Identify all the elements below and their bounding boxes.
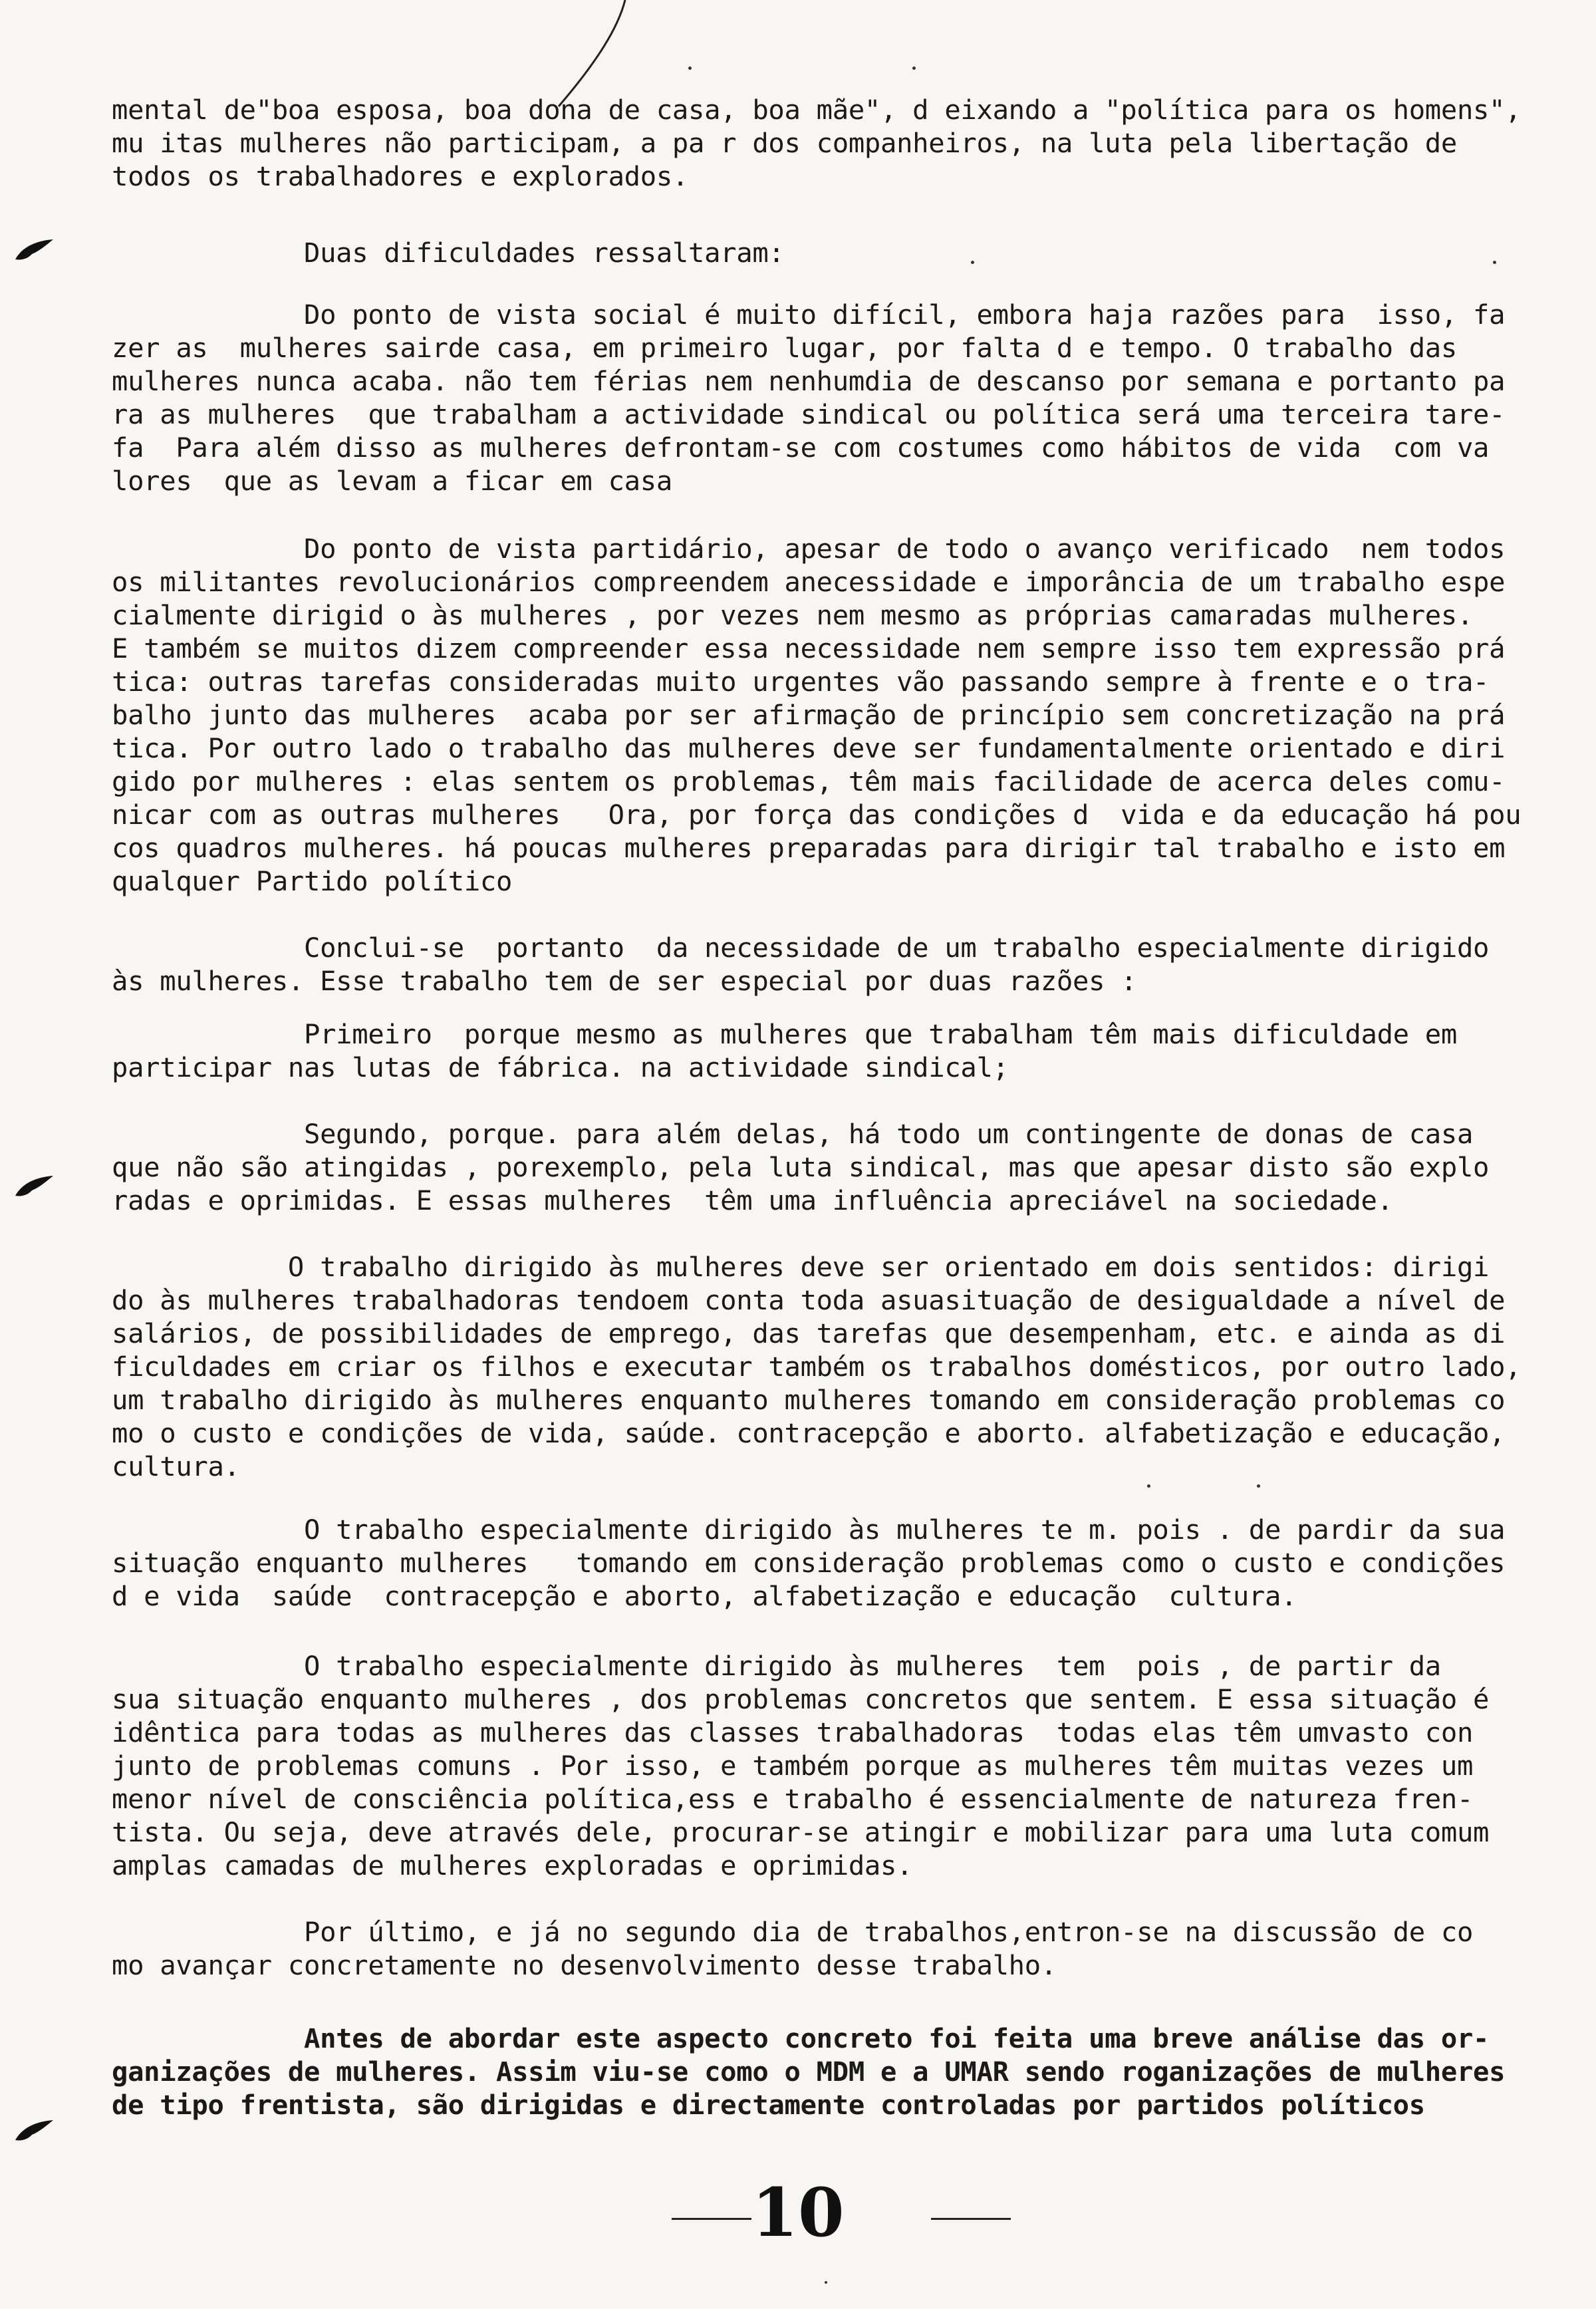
- text-line: salários, de possibilidades de emprego, das tarefas que desempenham, etc. e ainda as di: [112, 1317, 1506, 1349]
- text-line: amplas camadas de mulheres exploradas e oprimidas.: [112, 1849, 913, 1881]
- text-line: situação enquanto mulheres tomando em consideração problemas como o custo e condições: [112, 1547, 1506, 1579]
- text-line: tista. Ou seja, deve através dele, procurar-se atingir e mobilizar para uma luta comum: [112, 1816, 1490, 1848]
- text-line: cos quadros mulheres. há poucas mulheres preparadas para dirigir tal trabalho e isto em: [112, 832, 1506, 864]
- text-line: todos os trabalhadores e explorados.: [112, 160, 688, 192]
- text-line: ficuldades em criar os filhos e executar também os trabalhos domésticos, por outro lado,: [112, 1351, 1522, 1383]
- paragraph-p5: [112, 931, 1575, 998]
- text-line: qualquer Partido político: [112, 865, 513, 897]
- text-line: Do ponto de vista social é muito difícil, embora haja razões para isso, fa: [112, 299, 1506, 331]
- scan-speck: [1147, 1484, 1150, 1488]
- text-line: tica: outras tarefas consideradas muito urgentes vão passando sempre à frente e o tra-: [112, 666, 1490, 698]
- text-line: Do ponto de vista partidário, apesar de todo o avanço verificado nem todos: [112, 533, 1506, 565]
- text-line: um trabalho dirigido às mulheres enquanto mulheres tomando em consideração problemas co: [112, 1384, 1506, 1416]
- text-line: sua situação enquanto mulheres , dos problemas concretos que sentem. E essa situação é: [112, 1683, 1490, 1715]
- text-line: O trabalho especialmente dirigido às mulheres tem pois , de partir da: [112, 1650, 1441, 1682]
- text-line: Conclui-se portanto da necessidade de um trabalho especialmente dirigido: [112, 932, 1490, 964]
- scan-speck: [1257, 1484, 1260, 1488]
- text-line: mulheres nunca acaba. não tem férias nem nenhumdia de descanso por semana e portanto pa: [112, 365, 1506, 397]
- text-line: cialmente dirigid o às mulheres , por vezes nem mesmo as próprias camaradas mulheres.: [112, 599, 1474, 631]
- text-line: gido por mulheres : elas sentem os problemas, têm mais facilidade de acerca deles comu-: [112, 765, 1506, 797]
- text-line: mental de"boa esposa, boa dona de casa, boa mãe", d eixando a "política para os homens",: [112, 94, 1522, 126]
- paragraph-p6: [112, 1018, 1575, 1084]
- text-line: mo o custo e condições de vida, saúde. contracepção e aborto. alfabetização e educação,: [112, 1417, 1506, 1449]
- text-line: de tipo frentista, são dirigidas e directamente controladas por partidos políticos: [112, 2089, 1425, 2121]
- text-line: lores que as levam a ficar em casa: [112, 465, 672, 497]
- text-line: mo avançar concretamente no desenvolvimento desse trabalho.: [112, 1949, 1057, 1981]
- page-number-dash-right: [931, 2218, 1011, 2220]
- text-line: balho junto das mulheres acaba por ser afirmação de princípio sem concretização na prá: [112, 699, 1506, 731]
- text-line: radas e oprimidas. E essas mulheres têm uma influência apreciável na sociedade.: [112, 1184, 1393, 1216]
- page-number: 10: [751, 2173, 845, 2252]
- text-line: idêntica para todas as mulheres das classes trabalhadoras todas elas têm umvasto con: [112, 1716, 1474, 1748]
- paragraph-p4: [112, 532, 1575, 898]
- scan-speck: [971, 261, 974, 264]
- text-line: Antes de abordar este aspecto concreto foi feita uma breve análise das or-: [112, 2022, 1490, 2054]
- text-line: às mulheres. Esse trabalho tem de ser especial por duas razões :: [112, 965, 1137, 997]
- text-line: O trabalho especialmente dirigido às mulheres te m. pois . de pardir da sua: [112, 1514, 1506, 1546]
- paragraph-p3: [112, 298, 1575, 497]
- text-line: d e vida saúde contracepção e aborto, alfabetização e educação cultura.: [112, 1580, 1297, 1612]
- text-line: ganizações de mulheres. Assim viu-se como o MDM e a UMAR sendo roganizações de mulheres: [112, 2056, 1506, 2088]
- text-line: Duas dificuldades ressaltaram:: [112, 237, 785, 269]
- paragraph-p11: [112, 1915, 1575, 1982]
- text-line: Primeiro porque mesmo as mulheres que trabalham têm mais dificuldade em: [112, 1018, 1457, 1050]
- paragraph-p2: [112, 236, 1575, 269]
- margin-mark-icon: [12, 234, 59, 267]
- scan-speck: [912, 67, 916, 70]
- margin-mark-icon: [12, 1170, 59, 1204]
- text-line: O trabalho dirigido às mulheres deve ser orientado em dois sentidos: dirigi: [112, 1251, 1490, 1283]
- text-line: zer as mulheres sairde casa, em primeiro lugar, por falta d e tempo. O trabalho das: [112, 332, 1457, 364]
- text-line: participar nas lutas de fábrica. na actividade sindical;: [112, 1051, 1009, 1083]
- text-line: mu itas mulheres não participam, a pa r dos companheiros, na luta pela libertação de: [112, 127, 1457, 159]
- text-line: E também se muitos dizem compreender essa necessidade nem sempre isso tem expressão prá: [112, 632, 1506, 664]
- paragraph-p1: [112, 93, 1575, 193]
- text-line: os militantes revolucionários compreendem anecessidade e imporância de um trabalho espe: [112, 566, 1506, 598]
- scan-speck: [825, 2281, 827, 2284]
- text-line: do às mulheres trabalhadoras tendoem conta toda asuasituação de desigualdade a nível de: [112, 1284, 1506, 1316]
- margin-mark-icon: [12, 2115, 59, 2148]
- text-line: ra as mulheres que trabalham a actividade sindical ou política será uma terceira tare-: [112, 398, 1506, 430]
- text-line: fa Para além disso as mulheres defrontam-se com costumes como hábitos de vida com va: [112, 432, 1490, 464]
- text-line: tica. Por outro lado o trabalho das mulheres deve ser fundamentalmente orientado e diri: [112, 732, 1506, 764]
- paragraph-p8: [112, 1250, 1575, 1483]
- text-line: Por último, e já no segundo dia de trabalhos,entron-se na discussão de co: [112, 1916, 1474, 1948]
- text-line: menor nível de consciência política,ess e trabalho é essencialmente de natureza fren-: [112, 1783, 1474, 1815]
- scan-speck: [1493, 261, 1496, 264]
- text-line: Segundo, porque. para além delas, há todo um contingente de donas de casa: [112, 1118, 1474, 1150]
- text-line: junto de problemas comuns . Por isso, e também porque as mulheres têm muitas vezes um: [112, 1750, 1474, 1782]
- paragraph-p12: [112, 2022, 1575, 2121]
- paragraph-p10: [112, 1649, 1575, 1882]
- text-line: que não são atingidas , porexemplo, pela luta sindical, mas que apesar disto são explo: [112, 1151, 1490, 1183]
- text-line: nicar com as outras mulheres Ora, por força das condições d vida e da educação há pou: [112, 799, 1522, 831]
- paragraph-p9: [112, 1513, 1575, 1613]
- paragraph-p7: [112, 1117, 1575, 1217]
- text-line: cultura.: [112, 1450, 240, 1482]
- scan-speck: [688, 67, 692, 70]
